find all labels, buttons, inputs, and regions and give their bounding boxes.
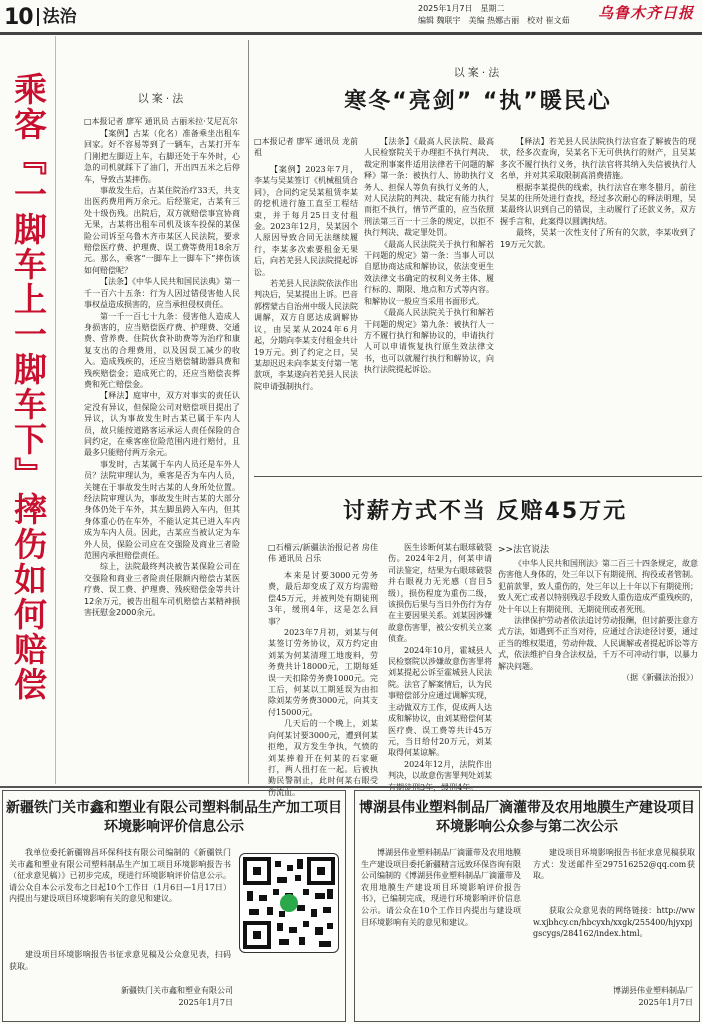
paragraph: 《最高人民法院关于执行和解若干问题的规定》第一条：当事人可以自愿协商达成和解协议，依法变更生效法律文书确定的权利义务主体、履行标的、期限、地点和方式等内容。和解协议一般应当采用书面形式。 bbox=[364, 239, 494, 306]
article2-section-tag: 以案·法 bbox=[453, 66, 503, 79]
paragraph: 2024年10月，霍城县人民检察院以涉嫌故意伤害罪将刘某提起公诉至霍城县人民法院。法官了解案情后，认为民事赔偿部分应通过调解实现，主动做双方工作，促成两人达成和解协议，由刘某赔偿何某医疗费、误工费等共计45万元，当日给付20万元，刘某取得何某谅解。 bbox=[388, 645, 492, 758]
newspaper-masthead: 乌鲁木齐日报 bbox=[597, 4, 694, 22]
article3-col2 bbox=[388, 542, 492, 793]
qr-code[interactable] bbox=[239, 853, 339, 953]
header-rule bbox=[0, 32, 702, 35]
ad2-box bbox=[354, 790, 700, 1022]
paragraph: 【释法】若羌县人民法院执行法官查了解被告的现状，经多次查询，吴某名下无可供执行的财产，且吴某多次不履行执行义务，执行法官将其纳入失信被执行人名单，并对其采取限制高消费措施。 bbox=[500, 137, 696, 181]
article2-headline: 寒冬“亮剑” “执”暖民心 bbox=[344, 89, 612, 114]
paragraph: 《最高人民法院关于执行和解若干问题的规定》第九条：被执行人一方不履行执行和解协议的，申请执行人可以申请恢复执行原生效法律文书，也可以就履行执行和解协议，向执行法院提起诉讼。 bbox=[364, 308, 494, 375]
paragraph: 事发时，古某属于车内人员还是车外人员？法院审理认为，乘客是否为车内人员，关键在于事故发生时古某的人身所处位置。经法院审理认为，事故发生时古某的大部分身体仍处于车外，其左脚虽跨入车内，但其身体重心仍在车外，不能认定其已进入车内成为车内人员。因此，古某应当被认定为车外人员，保险公司应在交强险及商业三者险范围内承担赔偿责任。 bbox=[84, 459, 240, 561]
article3-headline: 讨薪方式不当 反赔45万元 bbox=[342, 499, 628, 524]
ad2-title-line2: 环境影响公众参与第二次公示 bbox=[436, 819, 618, 835]
paragraph: 【法条】《最高人民法院、最高人民检察院关于办理拒不执行判决、裁定刑事案件适用法律若干问题的解释》第一条：被执行人、协助执行义务人、担保人等负有执行义务的人，对人民法院的判决、裁定有能力执行而拒不执行，情节严重的，应当依照刑法第三百一十三条的规定，以拒不执行判决、裁定罪处罚。 bbox=[364, 137, 494, 238]
paragraph: 几天后的一个晚上，刘某向何某讨要3000元，遭到何某拒绝，双方发生争执，气愤的刘某捧着开在何某的石家砸打，两人扭打在一起。后被执勤民警制止，此时何某右眼受伤流血。 bbox=[268, 719, 378, 797]
ad1-title-line1: 新疆铁门关市鑫和塑业有限公司塑料制品生产加工项目 bbox=[6, 800, 342, 816]
ad1-body: 我单位委托新疆锦昌环保科技有限公司编制的《新疆铁门关市鑫和塑业有限公司塑料制品生产加工项目环境影响报告书（征求意见稿）》已初步完成，现进行环境影响评价信息公示。请公众自本公示发布之日起10个工作日（1月6日—1月17日）内提出与建设项目环境影响有关的意见和建议。 bbox=[9, 848, 231, 904]
ad2-signer: 博湖县伟业塑料制品厂 bbox=[613, 986, 693, 995]
article-divider bbox=[254, 476, 702, 477]
article1-byline: □本报记者 廖军 通讯员 古丽米拉·艾尼瓦尔 bbox=[84, 117, 238, 126]
paragraph: 《中华人民共和国刑法》第二百三十四条规定，故意伤害他人身体的，处三年以下有期徒刑、拘役或者管制。犯前款罪，致人重伤的，处三年以上十年以下有期徒刑；致人死亡或者以特别残忍手段致人重伤造成严重残疾的，处十年以上有期徒刑、无期徒刑或者死刑。 bbox=[498, 559, 698, 614]
law-text bbox=[498, 558, 698, 683]
column-divider bbox=[248, 40, 249, 784]
article1-headline: 乘客『一脚车上一脚车下』摔伤如何赔偿 bbox=[9, 72, 48, 702]
article2-col2 bbox=[364, 136, 494, 376]
ad-divider bbox=[0, 786, 702, 788]
editors-line: 编辑 魏联宇 美编 热娜古丽 校对 崔文茹 bbox=[418, 16, 570, 25]
article3-law-box bbox=[498, 542, 698, 683]
article1-body bbox=[84, 128, 240, 860]
article1-header bbox=[84, 90, 240, 127]
article2-byline: □本报记者 廖军 通讯员 龙前祖 bbox=[254, 137, 358, 157]
paragraph: 根据李某提供的线索，执行法官在寒冬腊月，前往吴某的住所处进行查找，经过多次耐心的释法明理，吴某最终认识到自己的错误，主动履行了还款义务，双方握手言和，此案得以圆满执结。 bbox=[500, 182, 696, 226]
paragraph: 【释法】庭审中，双方对事实的责任认定没有异议，但保险公司对赔偿项目提出了异议，认为事故发生时古某已属于车内人员，故只能按道路客运承运人责任保险的合同约定，在乘客座位险范围内进行赔付，且最多只能赔付两万余元。 bbox=[84, 391, 240, 458]
qr-code-icon bbox=[243, 857, 335, 949]
ad1-signer: 新疆铁门关市鑫和塑业有限公司 bbox=[121, 986, 233, 995]
ad1-date: 2025年1月7日 bbox=[178, 998, 233, 1007]
paragraph: 若羌县人民法院依法作出判决后，吴某提出上诉。巴音郭楞蒙古自治州中级人民法院调解，双方自愿达成调解协议，由吴某从2024年6月起，分期向李某支付租金共计19万元。到了约定之日，吴某却迟迟未向李某支付第一笔款项，李某遂向若羌县人民法院申请强制执行。 bbox=[254, 279, 358, 391]
ad1-body2: 建设项目环境影响报告书征求意见稿及公众意见表，扫码获取。 bbox=[9, 950, 231, 971]
ad2-body: 博湖县伟业塑料制品厂滴灌带及农用地膜生产建设项目委托新疆精言远致环保咨询有限公司编制的《博湖县伟业塑料制品厂滴灌带及农用地膜生产建设项目环境影响评价报告书》，已编制完成，现进行环境影响评价信息公示。请公众在10个工作日内提出与建设项目环境影响有关的意见和建议。 bbox=[361, 848, 521, 927]
ad2-body3[interactable]: 获取公众意见表的网络链接：http://www.xjbhcy.cn/hbcyxh/xxgk/255400/hjyxpjgscygs/284162/index.html。 bbox=[533, 906, 695, 939]
ad1-title-line2: 环境影响评价信息公示 bbox=[104, 819, 244, 835]
paragraph: 综上，法院最终判决被告某保险公司在交强险和商业三者险责任限额内赔偿古某医疗费、误工费、护理费、残疾赔偿金等共计12余万元，被告出租车司机赔偿古某精神损害抚慰金2000余元。 bbox=[84, 562, 240, 618]
ad2-body2: 建设项目环境影响报告书征求意见稿获取方式：发送邮件至297516252@qq.com获取。 bbox=[533, 848, 695, 881]
paragraph: 医生诊断何某右眼球破裂伤。2024年2月，何某申请司法鉴定，结果为右眼球破裂并右眼视力无光感（盲目5级），损伤程度为重伤二级，该损伤后果与当日外伤行为存在主要因果关系。刘某因涉嫌故意伤害罪，被公安机关立案侦查。 bbox=[388, 543, 492, 644]
paragraph: 【案例】2023年7月，李某与吴某签订《机械租赁合同》，合同约定吴某租赁李某的挖机进行施工直至工程结束，并于每月25日支付租金。2023年12月，吴某因个人原因导致合同无法继续履行，李某多次索要租金无果后，向若羌县人民法院提起诉讼。 bbox=[254, 165, 358, 277]
page-header-left bbox=[4, 2, 77, 32]
article2-col3 bbox=[500, 136, 696, 250]
ad2-title-line1: 博湖县伟业塑料制品厂滴灌带及农用地膜生产建设项目 bbox=[359, 800, 695, 816]
article1-section-tag: 以案·法 bbox=[137, 92, 187, 105]
paragraph: 本来是讨要3000元劳务费，最后却变成了双方均需赔偿45万元，并被判处有期徒刑3年，缓刑4年，这是怎么回事？ bbox=[268, 571, 378, 626]
ad1-box bbox=[2, 790, 346, 1022]
paragraph: 事故发生后，古某住院治疗33天，共支出医药费用两万余元。后经鉴定，古某有三处十级伤残。出院后，双方就赔偿事宜协商无果，古某将出租车司机及该车投保的某保险公司诉至乌鲁木齐市某区人民法院，要求赔偿医疗费、护理费、误工费等费用18余万元。那么，乘客“一脚车上一脚车下”摔伤该如何赔偿呢？ bbox=[84, 186, 240, 275]
law-tag: >>法官说法 bbox=[498, 545, 550, 555]
article3-col1 bbox=[268, 542, 378, 798]
paragraph: 法律保护劳动者依法追讨劳动报酬，但讨薪要注意方式方法，如遇到不正当对待，应通过合法途径讨要，通过正当的维权渠道，劳动仲裁、人民调解或者提起诉讼等方式，依法维护自身合法权益，千万不可冲动行事，以暴力解决问题。 bbox=[498, 616, 698, 671]
article3-byline: □石榴云/新疆法治报记者 房佳伟 通讯员 吕乐 bbox=[268, 543, 378, 563]
paragraph: 【案例】古某（化名）准备乘坐出租车回家。好不容易等到了一辆车，古某打开车门刚把左脚迈上车，右脚还处于车外时，心急的司机就踩下了油门，开出四五米之后停车，导致古某摔伤。 bbox=[84, 129, 240, 184]
source-credit: （据《新疆法治报》） bbox=[622, 673, 698, 683]
page-number: 10 bbox=[4, 4, 33, 30]
paragraph: 最终，吴某一次性支付了所有的欠款，李某收到了19万元欠款。 bbox=[500, 228, 696, 249]
issue-date: 2025年1月7日 星期二 bbox=[418, 4, 505, 13]
paragraph: 2024年12月，法院作出判决，以故意伤害罪判处刘某 bbox=[388, 759, 492, 781]
paragraph: 第一千一百七十九条：侵害他人造成人身损害的，应当赔偿医疗费、护理费、交通费、营养费、住院伙食补助费等为治疗和康复支出的合理费用，以及因误工减少的收入。造成残疾的，还应当赔偿辅助器具费和残疾赔偿金；造成死亡的，还应当赔偿丧葬费和死亡赔偿金。 bbox=[84, 311, 240, 389]
ad2-date: 2025年1月7日 bbox=[638, 998, 693, 1007]
article2-col1 bbox=[254, 136, 358, 392]
paragraph: 【法条】《中华人民共和国民法典》第一千一百六十五条：行为人因过错侵害他人民事权益造成损害的，应当承担侵权责任。 bbox=[84, 277, 240, 310]
section-name: 法治 bbox=[37, 8, 77, 26]
paragraph: 2023年7月初，刘某与何某签订劳务协议，双方约定由刘某为何某清理工地废料，劳务费共计18000元，工期每延误一天扣除劳务费1000元。完工后，何某以工期延误为由扣除刘某劳务费3000元，向其支付15000元。 bbox=[268, 628, 378, 717]
